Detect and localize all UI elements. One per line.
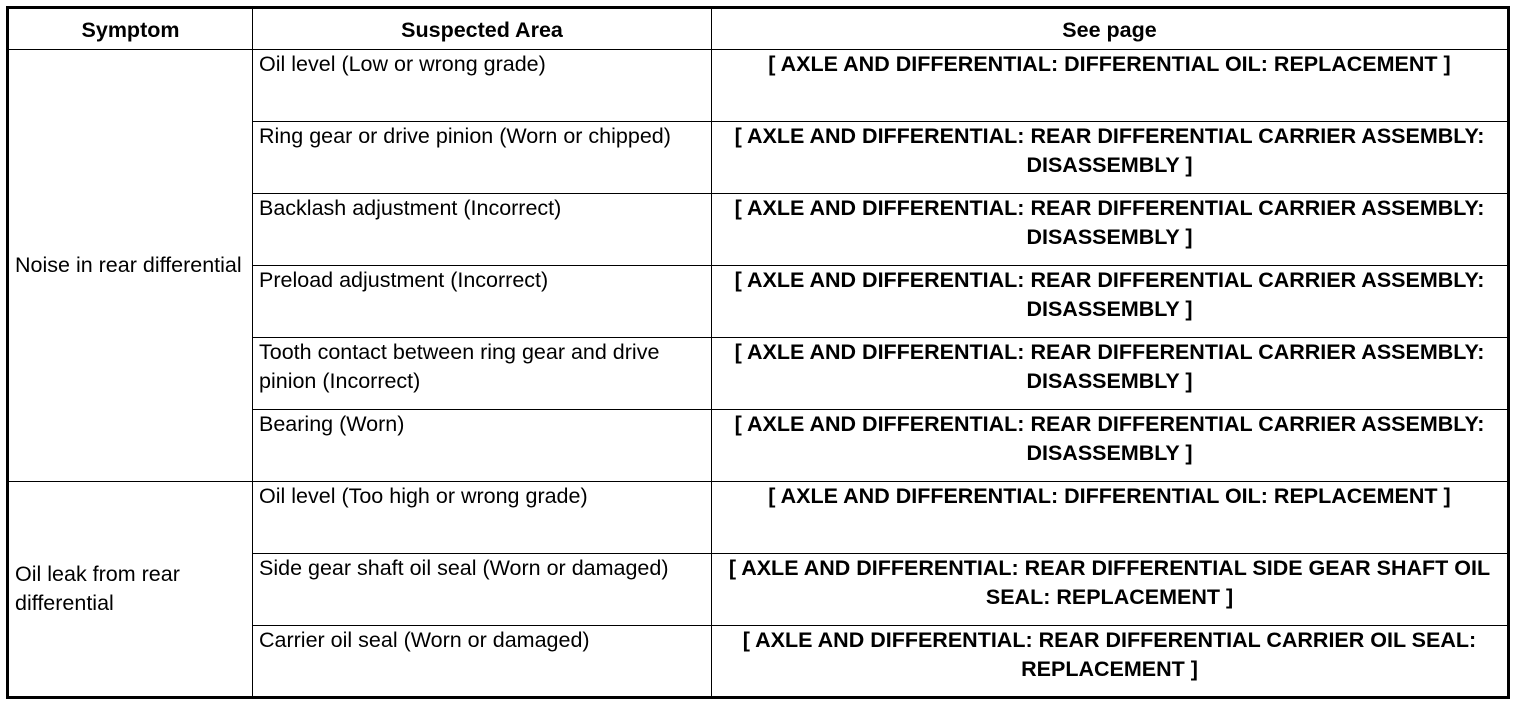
see-page-link[interactable]: [ AXLE AND DIFFERENTIAL: REAR DIFFERENTIAL CARRIER ASSEMBLY: DISASSEMBLY ] — [712, 410, 1509, 482]
suspected-area-cell: Tooth contact between ring gear and drive pinion (Incorrect) — [253, 338, 712, 410]
suspected-area-cell: Backlash adjustment (Incorrect) — [253, 194, 712, 266]
see-page-link[interactable]: [ AXLE AND DIFFERENTIAL: REAR DIFFERENTIAL CARRIER OIL SEAL: REPLACEMENT ] — [712, 626, 1509, 698]
header-suspected-area: Suspected Area — [253, 8, 712, 50]
suspected-area-cell: Carrier oil seal (Worn or damaged) — [253, 626, 712, 698]
see-page-link[interactable]: [ AXLE AND DIFFERENTIAL: REAR DIFFERENTIAL CARRIER ASSEMBLY: DISASSEMBLY ] — [712, 122, 1509, 194]
see-page-link[interactable]: [ AXLE AND DIFFERENTIAL: REAR DIFFERENTIAL CARRIER ASSEMBLY: DISASSEMBLY ] — [712, 338, 1509, 410]
see-page-link[interactable]: [ AXLE AND DIFFERENTIAL: DIFFERENTIAL OIL: REPLACEMENT ] — [712, 50, 1509, 122]
header-symptom: Symptom — [8, 8, 253, 50]
see-page-link[interactable]: [ AXLE AND DIFFERENTIAL: DIFFERENTIAL OIL: REPLACEMENT ] — [712, 482, 1509, 554]
suspected-area-cell: Side gear shaft oil seal (Worn or damaged) — [253, 554, 712, 626]
header-see-page: See page — [712, 8, 1509, 50]
table-row — [8, 50, 1509, 122]
see-page-link[interactable]: [ AXLE AND DIFFERENTIAL: REAR DIFFERENTIAL CARRIER ASSEMBLY: DISASSEMBLY ] — [712, 194, 1509, 266]
table-row — [8, 482, 1509, 554]
header-row — [8, 8, 1509, 50]
suspected-area-cell: Bearing (Worn) — [253, 410, 712, 482]
symptom-cell: Noise in rear differential — [8, 50, 253, 482]
suspected-area-cell: Oil level (Low or wrong grade) — [253, 50, 712, 122]
see-page-link[interactable]: [ AXLE AND DIFFERENTIAL: REAR DIFFERENTIAL SIDE GEAR SHAFT OIL SEAL: REPLACEMENT ] — [712, 554, 1509, 626]
suspected-area-cell: Ring gear or drive pinion (Worn or chipped) — [253, 122, 712, 194]
suspected-area-cell: Oil level (Too high or wrong grade) — [253, 482, 712, 554]
symptom-cell: Oil leak from rear differential — [8, 482, 253, 698]
suspected-area-cell: Preload adjustment (Incorrect) — [253, 266, 712, 338]
see-page-link[interactable]: [ AXLE AND DIFFERENTIAL: REAR DIFFERENTIAL CARRIER ASSEMBLY: DISASSEMBLY ] — [712, 266, 1509, 338]
troubleshooting-table — [6, 6, 1510, 699]
